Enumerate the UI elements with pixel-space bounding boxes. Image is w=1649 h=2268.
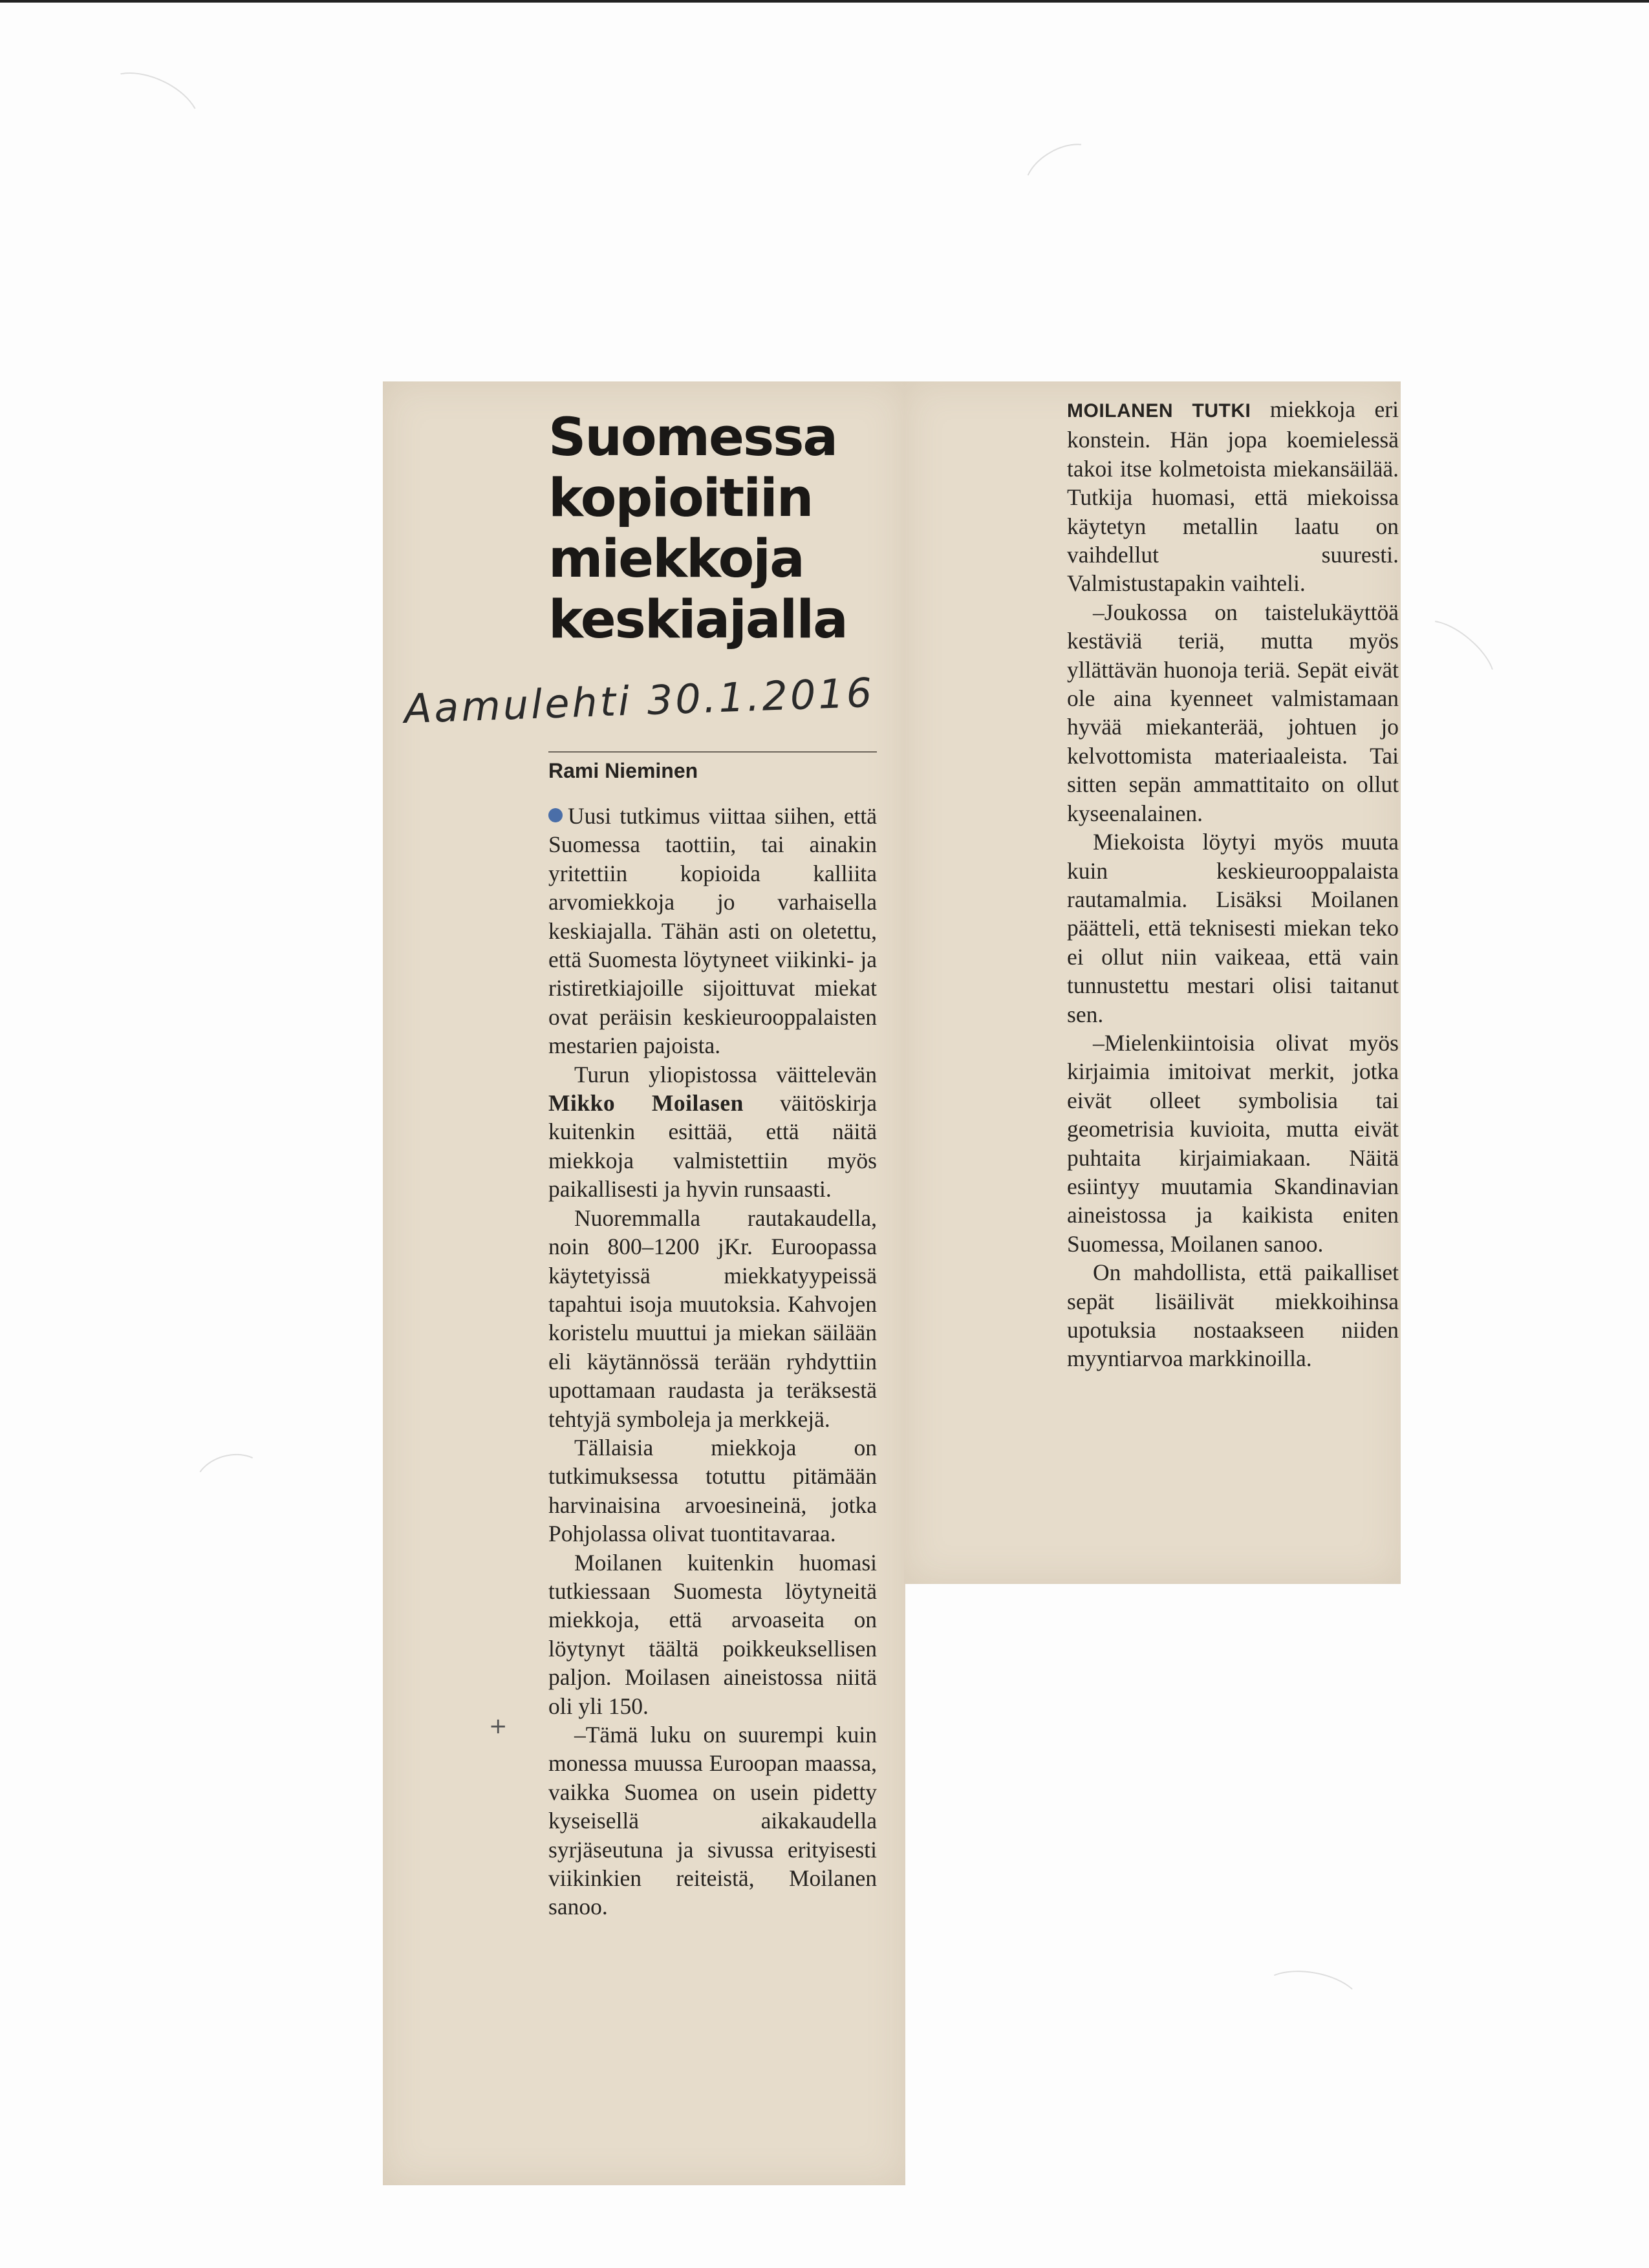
- section-lead-caps: MOILANEN TUTKI: [1067, 400, 1251, 422]
- headline-line: kopioitiin: [548, 468, 813, 529]
- paragraph: Tällaisia miekkoja on tutkimuksessa totuttu pitämään harvinaisina arvoesineinä, jotka Pohjolassa olivat tuontitavaraa.: [548, 1434, 877, 1547]
- paragraph: Nuoremmalla rautakaudella, noin 800–1200 jKr. Euroopassa käytetyissä miekkatyypeissä tapahtui isoja muutoksia. Kahvojen koristelu muuttui ja miekan säilään eli käytännössä terään ryhdyttiin upottamaan raudasta ja teräksestä tehtyjä symboleja ja merkkejä.: [548, 1204, 877, 1432]
- paragraph: Miekoista löytyi myös muuta kuin keskieurooppalaista rautamalmia. Lisäksi Moilanen päätteli, että teknisesti miekan teko ei ollut niin vaikeaa, että vain tunnustettu mestari olisi taitanut sen.: [1067, 829, 1399, 1027]
- headline-line: Suomessa: [548, 407, 837, 468]
- article-column-left: [548, 802, 877, 1921]
- paragraph: On mahdollista, että paikalliset sepät lisäilivät miekkoihinsa upotuksia nostaakseen niiden myyntiarvoa markkinoilla.: [1067, 1259, 1399, 1372]
- paragraph-text: väitöskirja kuitenkin esittää, että näitä miekkoja valmistettiin myös paikallisesti ja hyvin runsaasti.: [548, 1090, 878, 1203]
- byline: Rami Nieminen: [548, 759, 698, 782]
- paper-fiber: [188, 1446, 274, 1518]
- paragraph: [1067, 395, 1399, 598]
- paragraph: [548, 1060, 877, 1204]
- byline-divider: [548, 751, 877, 753]
- paragraph-text: Uusi tutkimus viittaa siihen, että Suomessa taottiin, tai ainakin yritettiin kopioida kalliita arvomiekkoja jo varhaisella keskiajalla. Tähän asti on oletettu, että Suomesta löytyneet viikinki- ja ristiretkiajoille sijoittuvat miekat ovat peräisin keskieurooppalaisten mestarien pajoista.: [548, 803, 877, 1059]
- headline-line: miekkoja: [548, 529, 804, 590]
- paper-fiber: [1407, 608, 1505, 700]
- paragraph: Moilanen kuitenkin huomasi tutkiessaan Suomesta löytyneitä miekkoja, että arvoaseita on löytynyt täältä poikkeuksellisen paljon. Moilasen aineistossa niitä oli yli 150.: [548, 1549, 877, 1719]
- bullet-icon: [548, 808, 563, 822]
- scan-edge: [0, 0, 1649, 3]
- paper-fiber: [1015, 132, 1108, 213]
- paper-fiber: [89, 58, 211, 158]
- paragraph: [548, 802, 877, 1060]
- crosshair-mark-icon: +: [489, 1713, 508, 1739]
- paper-fiber: [1258, 1963, 1364, 2028]
- researcher-name: Mikko Moilasen: [548, 1090, 744, 1117]
- paragraph-text: Turun yliopistossa väittelevän: [574, 1061, 877, 1087]
- handwritten-source-note: Aamulehti 30.1.2016: [403, 669, 876, 733]
- paragraph-text: miekkoja eri konstein. Hän jopa koemielessä takoi itse kolmetoista miekansäilää. Tutkija huomasi, että miekoissa käytetyn metallin laatu on vaihdellut suuresti. Valmistustapakin vaihteli.: [1067, 396, 1399, 597]
- article-column-right: [1067, 395, 1399, 1373]
- paragraph: –Joukossa on taistelukäyttöä kestäviä teriä, mutta myös yllättävän huonoja teriä. Sepät eivät ole aina kyenneet valmistamaan hyvää miekanterää, johtuen jo kelvottomista materiaaleista. Tai sitten sepän ammattitaito on ollut kyseenalainen.: [1067, 599, 1399, 826]
- paragraph: –Mielenkiintoisia olivat myös kirjaimia imitoivat merkit, jotka eivät olleet symbolisia tai geometrisia kuvioita, mutta eivät puhtaita kirjaimiakaan. Näitä esiintyy muutamia Skandinavian aineistossa ja kaikista eniten Suomessa, Moilanen sanoo.: [1067, 1029, 1399, 1257]
- headline-line: keskiajalla: [548, 590, 847, 650]
- paragraph: –Tämä luku on suurempi kuin monessa muussa Euroopan maassa, vaikka Suomea on usein pidetty kyseisellä aikakaudella syrjäseutuna ja sivussa erityisesti viikinkien reiteistä, Moilanen sanoo.: [548, 1722, 877, 1920]
- headline: [548, 407, 898, 650]
